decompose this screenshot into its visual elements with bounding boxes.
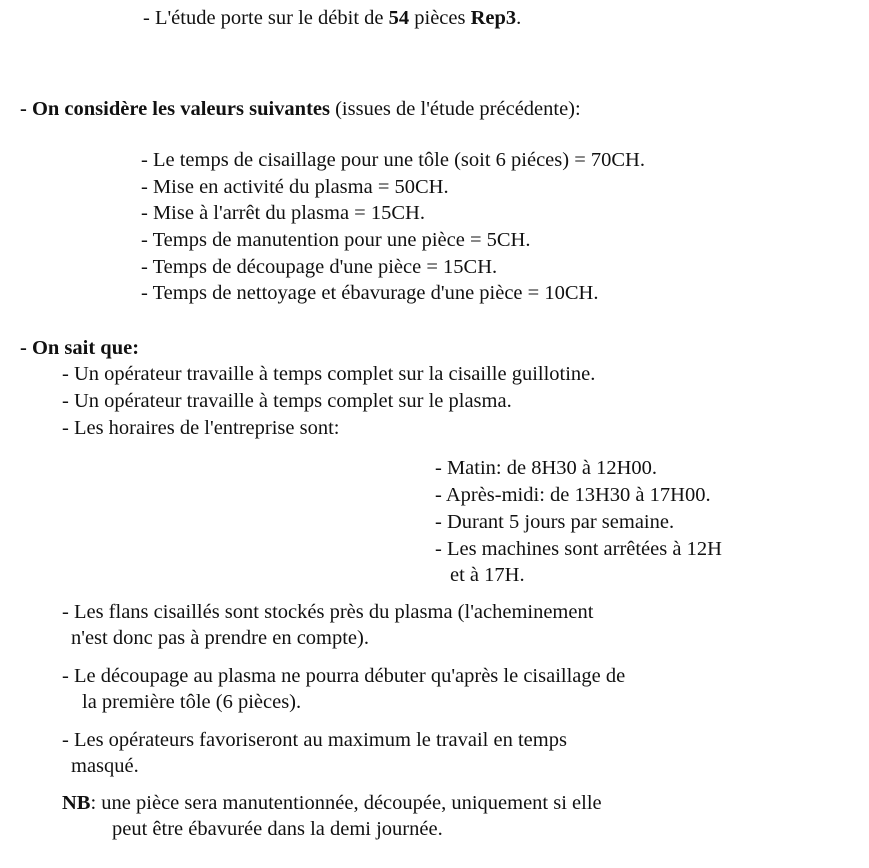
schedule-item: - Durant 5 jours par semaine.	[435, 511, 675, 533]
intro-text: - L'étude porte sur le débit de	[143, 7, 389, 29]
nb-continuation: peut être ébavurée dans la demi journée.	[112, 818, 443, 840]
values-heading-note: (issues de l'étude précédente):	[329, 98, 581, 120]
schedule-item: - Après-midi: de 13H30 à 17H00.	[435, 484, 711, 506]
values-heading: - On considère les valeurs suivantes	[20, 98, 330, 120]
known-item: - Un opérateur travaille à temps complet sur le plasma.	[62, 390, 512, 412]
intro-part-ref: Rep3	[470, 7, 517, 29]
value-item: - Temps de nettoyage et ébavurage d'une pièce = 10CH.	[141, 282, 599, 304]
nb-text: : une pièce sera manutentionnée, découpée, uniquement si elle	[90, 792, 602, 814]
intro-text-end: .	[516, 7, 522, 29]
intro-line	[143, 6, 521, 30]
value-item: - Mise en activité du plasma = 50CH.	[141, 176, 449, 198]
nb-label: NB	[62, 792, 91, 814]
known-item: - Les flans cisaillés sont stockés près du plasma (l'acheminement	[62, 601, 594, 623]
known-item-continuation: n'est donc pas à prendre en compte).	[71, 627, 369, 649]
known-item: - Les horaires de l'entreprise sont:	[62, 417, 340, 439]
schedule-item-continuation: et à 17H.	[450, 564, 525, 586]
known-item-continuation: masqué.	[71, 755, 139, 777]
intro-quantity: 54	[388, 7, 410, 29]
known-item: - Le découpage au plasma ne pourra débuter qu'après le cisaillage de	[62, 665, 626, 687]
known-item: - Un opérateur travaille à temps complet sur la cisaille guillotine.	[62, 363, 596, 385]
value-item: - Le temps de cisaillage pour une tôle (soit 6 piéces) = 70CH.	[141, 149, 645, 171]
intro-text-middle: pièces	[409, 7, 471, 29]
value-item: - Temps de découpage d'une pièce = 15CH.	[141, 256, 498, 278]
value-item: - Mise à l'arrêt du plasma = 15CH.	[141, 202, 425, 224]
schedule-item: - Les machines sont arrêtées à 12H	[435, 538, 722, 560]
schedule-item: - Matin: de 8H30 à 12H00.	[435, 457, 658, 479]
nb-line	[62, 791, 602, 815]
known-item: - Les opérateurs favoriseront au maximum le travail en temps	[62, 729, 567, 751]
value-item: - Temps de manutention pour une pièce = 5CH.	[141, 229, 531, 251]
known-item-continuation: la première tôle (6 pièces).	[82, 691, 302, 713]
known-heading: - On sait que:	[20, 337, 140, 359]
values-heading-line	[20, 97, 581, 121]
